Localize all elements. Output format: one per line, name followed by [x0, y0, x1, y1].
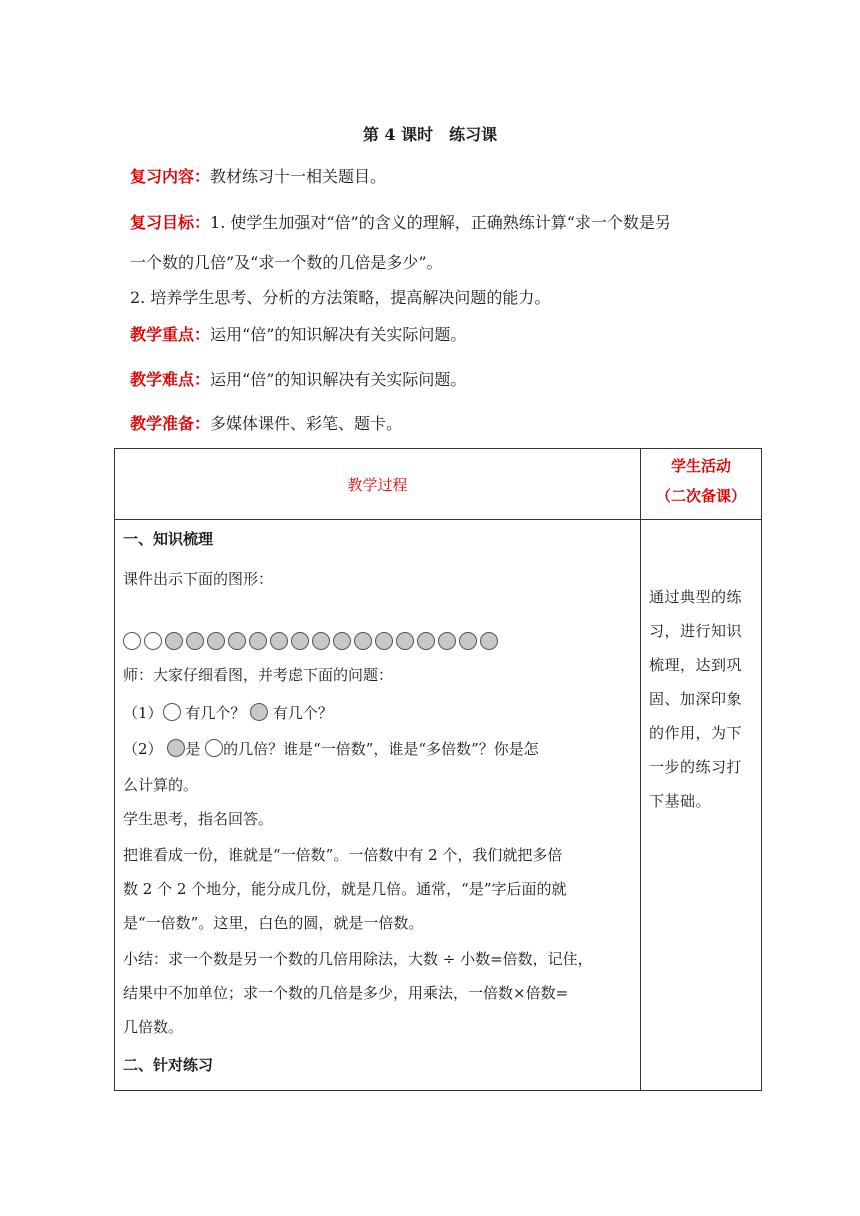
preparation-label: 教学准备：	[130, 414, 211, 433]
q2-shi: 是	[185, 740, 206, 758]
circle-figure	[123, 632, 498, 650]
question-1	[123, 702, 333, 723]
gray-circle-icon	[480, 632, 498, 650]
gray-circle-icon	[396, 632, 414, 650]
courseware-text: 课件出示下面的图形：	[123, 570, 274, 588]
preparation-text: 多媒体课件、彩笔、题卡。	[210, 414, 403, 433]
lesson-table	[114, 448, 762, 1091]
difficulty-text: 运用“倍”的知识解决有关实际问题。	[210, 370, 467, 389]
difficulty-label: 教学难点：	[130, 370, 211, 389]
review-goal-label: 复习目标：	[130, 213, 211, 232]
question-2	[123, 738, 539, 759]
q1-prefix: （1）	[123, 704, 163, 722]
gray-circle-icon	[270, 632, 288, 650]
q1-end: 有几个？	[268, 704, 333, 722]
gray-circle-icon	[375, 632, 393, 650]
summary-line2: 结果中不加单位；求一个数的几倍是多少，用乘法，一倍数×倍数=	[123, 984, 569, 1002]
preparation-line	[130, 411, 402, 434]
gray-circle-icon	[333, 632, 351, 650]
teacher-prompt: 师：大家仔细看图，并考虑下面的问题：	[123, 666, 394, 684]
difficulty-line	[130, 367, 466, 390]
review-content-label: 复习内容：	[130, 167, 211, 186]
white-circle-icon	[123, 632, 141, 650]
key-point-label: 教学重点：	[130, 325, 211, 344]
review-content-text: 教材练习十一相关题目。	[210, 167, 387, 186]
explain-line2: 数 2 个 2 个地分，能分成几份，就是几倍。通常，“是”字后面的就	[123, 880, 567, 898]
gray-circle-icon	[438, 632, 456, 650]
key-point-text: 运用“倍”的知识解决有关实际问题。	[210, 325, 467, 344]
header-side-line2: （二次备课）	[655, 487, 746, 505]
gray-circle-icon	[207, 632, 225, 650]
section-targeted-practice: 二、针对练习	[123, 1056, 214, 1074]
review-goal-line2: 一个数的几倍”及“求一个数的几倍是多少”。	[130, 253, 443, 272]
review-content-line	[130, 164, 386, 187]
section-knowledge-review: 一、知识梳理	[123, 530, 214, 548]
summary-line1: 小结：求一个数是另一个数的几倍用除法，大数 ÷ 小数=倍数，记住，	[123, 950, 593, 968]
white-circle-icon	[163, 703, 181, 721]
gray-circle-icon	[417, 632, 435, 650]
gray-circle-icon	[250, 703, 268, 721]
question-2-line2: 么计算的。	[123, 776, 199, 794]
key-point-line	[130, 322, 466, 345]
gray-circle-icon	[354, 632, 372, 650]
review-goal-text1: 1. 使学生加强对“倍”的含义的理解，正确熟练计算“求一个数是另	[210, 213, 671, 232]
q1-mid: 有几个？	[180, 704, 251, 722]
header-side-line1: 学生活动	[670, 457, 731, 475]
gray-circle-icon	[291, 632, 309, 650]
student-think: 学生思考，指名回答。	[123, 810, 274, 828]
process-cell	[115, 520, 641, 1091]
gray-circle-icon	[165, 632, 183, 650]
gray-circle-icon	[459, 632, 477, 650]
q2-prefix: （2）	[123, 740, 168, 758]
gray-circle-icon	[228, 632, 246, 650]
explain-line3: 是“一倍数”。这里，白色的圆，就是一倍数。	[123, 914, 424, 932]
header-side	[641, 449, 762, 520]
header-main: 教学过程	[115, 449, 641, 520]
white-circle-icon	[205, 739, 223, 757]
review-goal-line1	[130, 210, 671, 233]
review-goal-line3: 2. 培养学生思考、分析的方法策略，提高解决问题的能力。	[130, 288, 551, 307]
gray-circle-icon	[167, 739, 185, 757]
gray-circle-icon	[249, 632, 267, 650]
gray-circle-icon	[312, 632, 330, 650]
side-note: 通过典型的练习，进行知识梳理，达到巩固、加深印象的作用，为下一步的练习打下基础。	[649, 588, 743, 810]
q2-rest: 的几倍？谁是“一倍数”，谁是“多倍数”？你是怎	[223, 740, 539, 758]
page-title: 第 4 课时 练习课	[362, 125, 498, 144]
summary-line3: 几倍数。	[123, 1018, 184, 1036]
student-activity-cell	[641, 520, 762, 1091]
gray-circle-icon	[186, 632, 204, 650]
white-circle-icon	[144, 632, 162, 650]
explain-line1: 把谁看成一份，谁就是“一倍数”。一倍数中有 2 个，我们就把多倍	[123, 846, 563, 864]
